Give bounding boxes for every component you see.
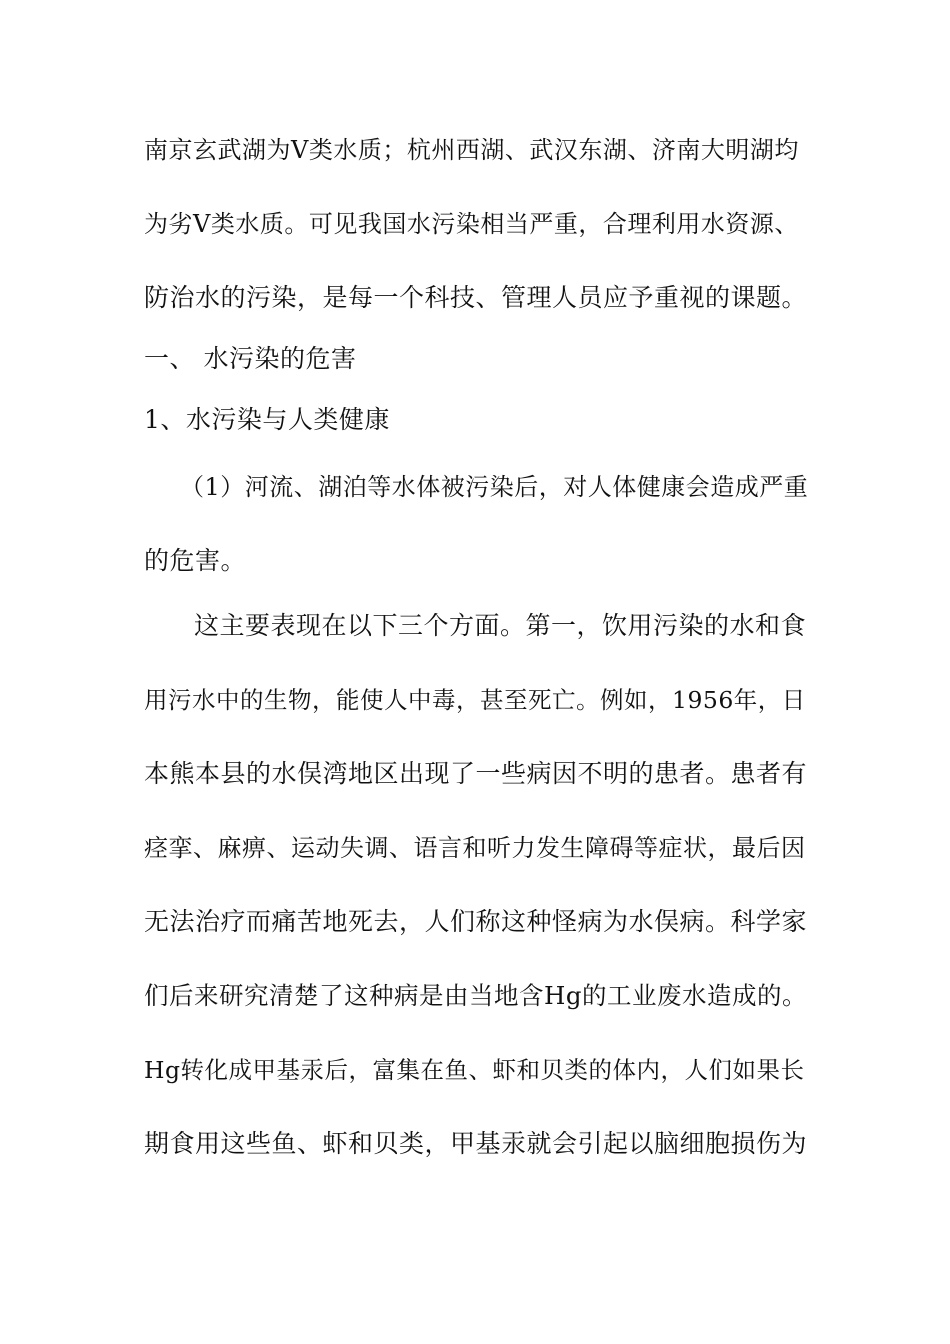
body-text-line-15: 期食用这些鱼、虾和贝类，甲基汞就会引起以脑细胞损伤为 [144, 1129, 808, 1158]
body-text-line-2: 为劣V类水质。可见我国水污染相当严重，合理利用水资源、 [144, 210, 799, 238]
body-text-line-6: （1）河流、湖泊等水体被污染后，对人体健康会造成严重 [180, 473, 809, 501]
body-text-line-13: 们后来研究清楚了这种病是由当地含Hg的工业废水造成的。 [144, 981, 808, 1010]
body-text-line-10: 本熊本县的水俣湾地区出现了一些病因不明的患者。患者有 [144, 759, 808, 788]
body-text-line-3: 防治水的污染，是每一个科技、管理人员应予重视的课题。 [144, 283, 808, 312]
subsection-heading: 1、水污染与人类健康 [144, 405, 390, 434]
body-text-line-12: 无法治疗而痛苦地死去，人们称这种怪病为水俣病。科学家 [144, 907, 808, 936]
body-text-line-7: 的危害。 [144, 546, 247, 575]
body-text-line-14: Hg转化成甲基汞后，富集在鱼、虾和贝类的体内，人们如果长 [144, 1056, 805, 1084]
body-text-line-1: 南京玄武湖为V类水质；杭州西湖、武汉东湖、济南大明湖均 [144, 136, 799, 164]
body-text-line-9: 用污水中的生物，能使人中毒，甚至死亡。例如，1956年，日 [144, 686, 806, 714]
body-text-line-11: 痉挛、麻痹、运动失调、语言和听力发生障碍等症状，最后因 [144, 834, 806, 862]
body-text-line-8: 这主要表现在以下三个方面。第一，饮用污染的水和食 [194, 611, 807, 640]
section-heading: 一、 水污染的危害 [144, 344, 357, 373]
